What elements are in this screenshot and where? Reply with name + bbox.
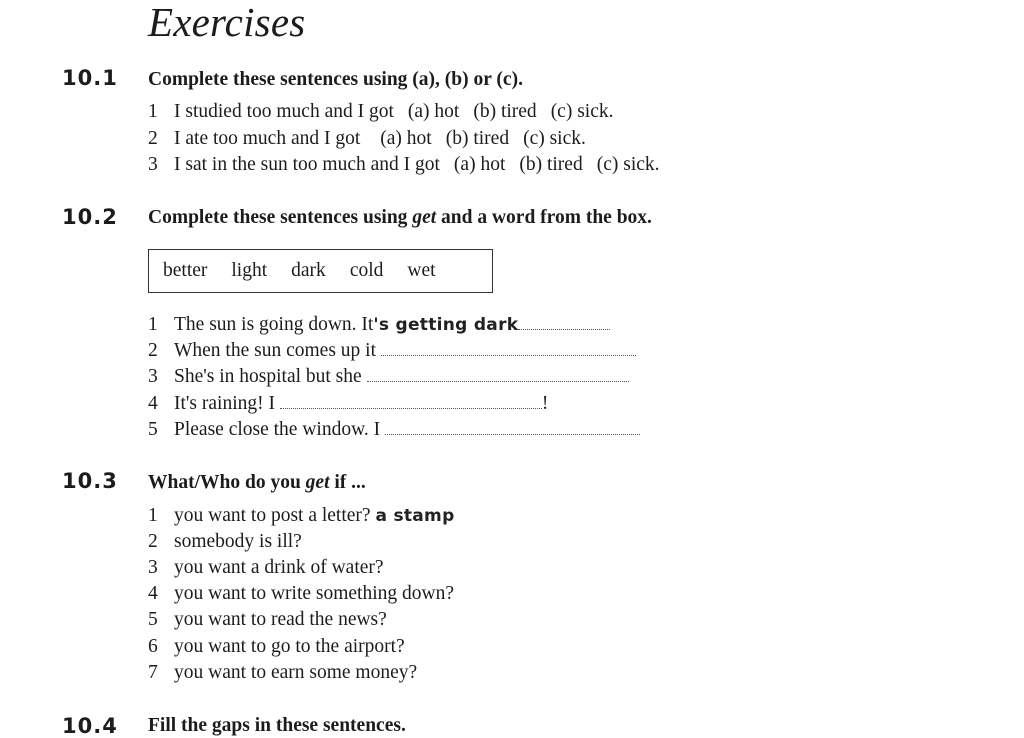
word-box [148, 249, 493, 293]
answer-blank[interactable] [518, 315, 610, 330]
item-number: 4 [148, 393, 158, 414]
answer-blank[interactable] [385, 420, 640, 435]
item-text: I sat in the sun too much and I got [174, 154, 440, 175]
instruction-text: What/Who do you [148, 472, 301, 493]
item-number: 1 [148, 314, 158, 335]
exercise-instruction-10-2 [148, 207, 652, 229]
item-text: The sun is going down. It [174, 314, 374, 335]
item-number: 4 [148, 583, 158, 604]
item-text: She's in hospital but she [174, 366, 362, 387]
exercise-item-10-1-2 [148, 128, 586, 150]
instruction-text: and a word from the box. [441, 207, 652, 228]
option-b: (b) tired [519, 154, 583, 175]
answer-blank[interactable] [367, 367, 629, 382]
exercise-item-10-3-1 [148, 505, 455, 527]
exercise-item-10-3-5 [148, 609, 387, 631]
exercise-instruction-10-1: Complete these sentences using (a), (b) or (c). [148, 69, 523, 90]
exercise-item-10-2-3 [148, 366, 629, 388]
item-number: 5 [148, 419, 158, 440]
item-number: 3 [148, 366, 158, 387]
item-number: 5 [148, 609, 158, 630]
item-number: 3 [148, 154, 158, 175]
instruction-text: Complete these sentences using [148, 207, 408, 228]
exercise-item-10-3-6 [148, 636, 405, 658]
item-number: 1 [148, 505, 158, 526]
option-a: (a) hot [407, 101, 460, 122]
instruction-text: if ... [334, 472, 366, 493]
item-number: 6 [148, 636, 158, 657]
exercise-item-10-2-2 [148, 340, 636, 362]
answer-blank[interactable] [381, 341, 636, 356]
exercise-item-10-2-4 [148, 393, 548, 415]
instruction-keyword: get [412, 207, 437, 228]
item-number: 2 [148, 128, 158, 149]
option-b: (b) tired [445, 128, 510, 149]
exercise-number-10-2: 10.2 [62, 205, 118, 229]
item-text: I ate too much and I got [174, 128, 361, 149]
option-c: (c) sick. [523, 128, 586, 149]
item-number: 3 [148, 557, 158, 578]
box-word: light [231, 260, 268, 281]
item-number: 7 [148, 662, 158, 683]
exercise-item-10-2-1 [148, 314, 610, 336]
option-c: (c) sick. [550, 101, 614, 122]
box-word: wet [407, 260, 436, 281]
item-text: I studied too much and I got [174, 101, 394, 122]
instruction-keyword: get [305, 472, 330, 493]
item-number: 2 [148, 531, 158, 552]
page-title: Exercises [148, 0, 306, 45]
item-text: you want to earn some money? [174, 662, 418, 683]
exercise-item-10-3-2 [148, 531, 302, 553]
exercise-number-10-3: 10.3 [62, 469, 118, 493]
item-text: It's raining! I [174, 393, 275, 414]
exercise-number-10-4: 10.4 [62, 714, 118, 738]
exercise-item-10-1-3 [148, 154, 660, 176]
exercise-item-10-1-1 [148, 101, 614, 123]
item-number: 2 [148, 340, 158, 361]
option-c: (c) sick. [596, 154, 660, 175]
option-a: (a) hot [380, 128, 432, 149]
handwritten-answer: a stamp [375, 506, 455, 526]
item-text: you want a drink of water? [174, 557, 384, 578]
option-a: (a) hot [453, 154, 506, 175]
item-text: you want to go to the airport? [174, 636, 405, 657]
option-b: (b) tired [473, 101, 537, 122]
box-word: cold [349, 260, 384, 281]
item-number: 1 [148, 101, 158, 122]
answer-blank[interactable] [280, 394, 542, 409]
box-word: better [163, 260, 208, 281]
exercise-item-10-3-4 [148, 583, 454, 605]
item-text: you want to read the news? [174, 609, 387, 630]
handwritten-answer: 's getting dark [373, 315, 519, 335]
item-text: somebody is ill? [174, 531, 302, 552]
item-text: When the sun comes up it [174, 340, 376, 361]
exercise-item-10-3-3 [148, 557, 384, 579]
exercise-instruction-10-4: Fill the gaps in these sentences. [148, 715, 406, 736]
box-word: dark [291, 260, 326, 281]
exercise-instruction-10-3 [148, 472, 366, 494]
exercise-number-10-1: 10.1 [62, 66, 118, 90]
item-text: you want to write something down? [174, 583, 454, 604]
item-text: Please close the window. I [174, 419, 381, 440]
exercise-item-10-2-5 [148, 419, 640, 441]
item-end: ! [541, 393, 549, 414]
item-text: you want to post a letter? [174, 505, 371, 526]
exercise-item-10-3-7 [148, 662, 417, 684]
